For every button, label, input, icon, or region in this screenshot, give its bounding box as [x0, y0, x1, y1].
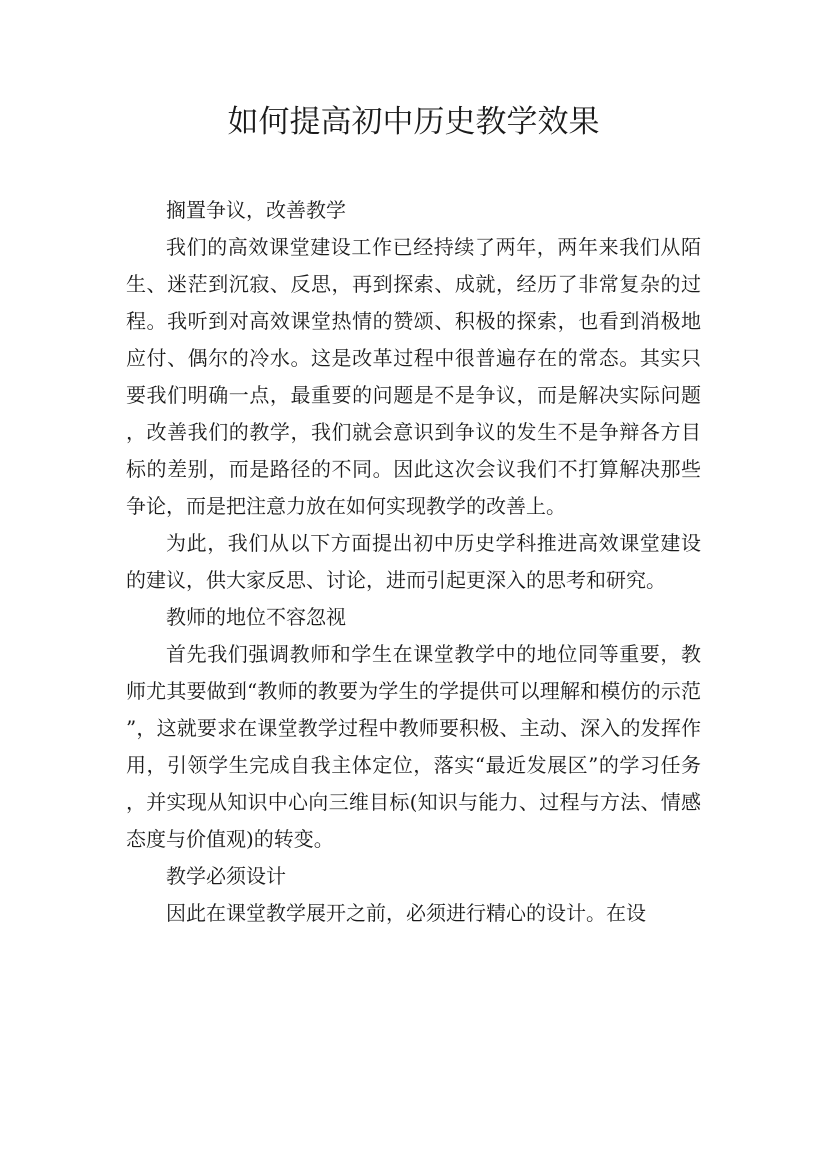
paragraph-efficient-classroom: 我们的高效课堂建设工作已经持续了两年，两年来我们从陌生、迷茫到沉寂、反思，再到探索、成就，经历了非常复杂的过程。我听到对高效课堂热情的赞颂、积极的探索，也看到消极地应付、偶尔的冷水。这是改革过程中很普遍存在的常态。其实只要我们明确一点，最重要的问题是不是争议，而是解决实际问题，改善我们的教学，我们就会意识到争议的发生不是争辩各方目标的差别，而是路径的不同。因此这次会议我们不打算解决那些争论，而是把注意力放在如何实现教学的改善上。: [126, 235, 701, 518]
paragraph-teacher-role: 首先我们强调教师和学生在课堂教学中的地位同等重要，教师尤其要做到“教师的教要为学生的学提供可以理解和模仿的示范”，这就要求在课堂教学过程中教师要积极、主动、深入的发挥作用，引领学生完成自我主体定位，落实“最近发展区”的学习任务，并实现从知识中心向三维目标(知识与能力、过程与方法、情感态度与价值观)的转变。: [126, 642, 701, 851]
document-title: 如何提高初中历史教学效果: [227, 104, 600, 140]
document-body: [126, 192, 701, 932]
paragraph-teaching-design: 因此在课堂教学展开之前，必须进行精心的设计。在设: [166, 901, 646, 925]
heading-teaching-design: 教学必须设计: [166, 864, 286, 888]
paragraph-suggestions: 为此，我们从以下方面提出初中历史学科推进高效课堂建设的建议，供大家反思、讨论，进而引起更深入的思考和研究。: [126, 531, 701, 592]
heading-teacher-role: 教师的地位不容忽视: [166, 605, 346, 629]
heading-shelve-disputes: 搁置争议，改善教学: [166, 198, 346, 222]
